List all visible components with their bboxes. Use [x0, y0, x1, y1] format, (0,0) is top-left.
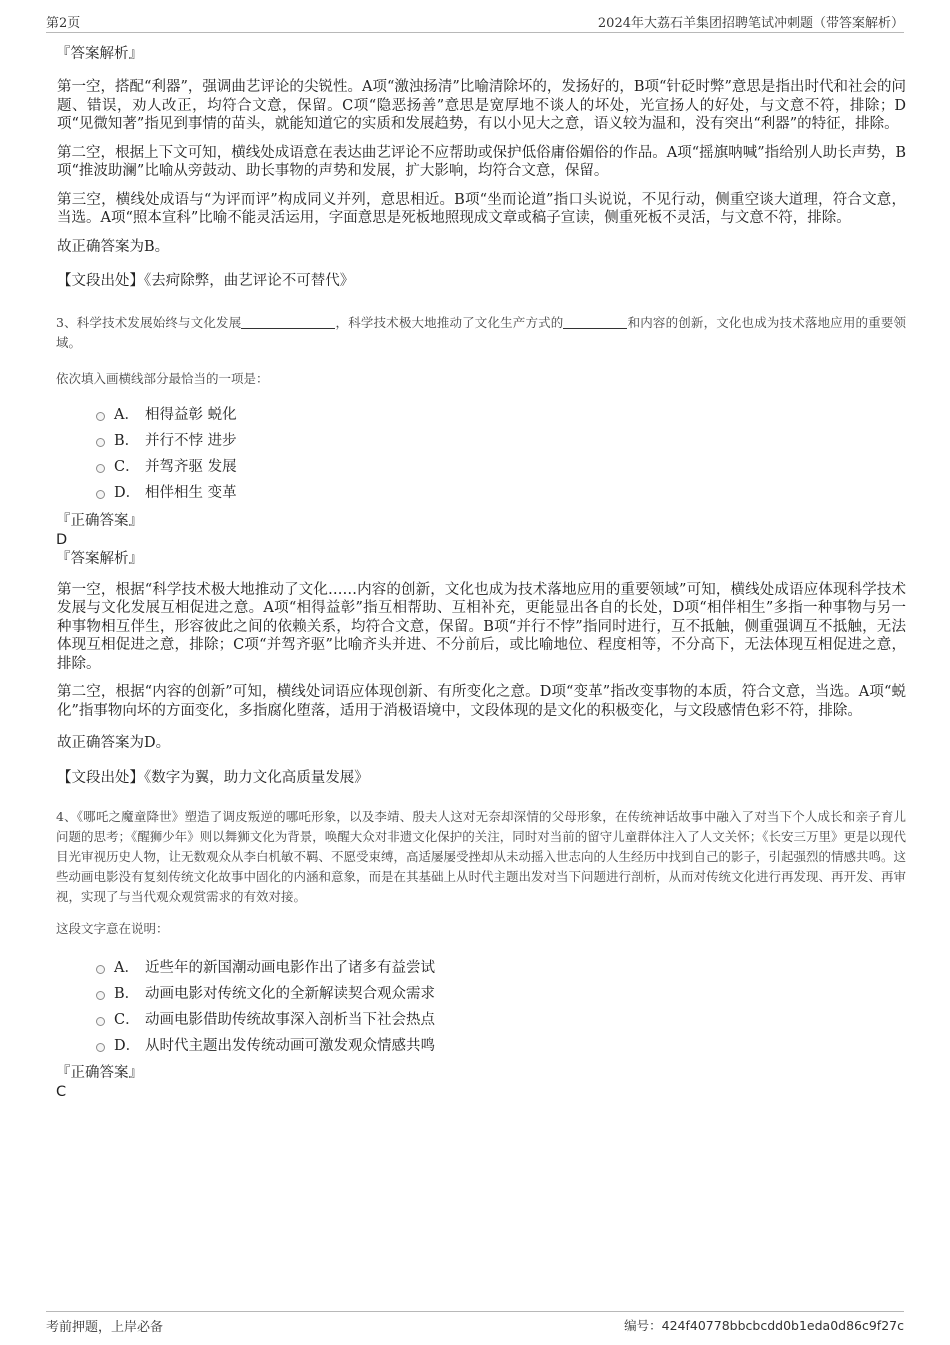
q3-option-b[interactable] [96, 427, 906, 453]
radio-icon[interactable] [96, 412, 105, 421]
q3-option-d[interactable] [96, 479, 906, 505]
option-letter: A． [114, 959, 139, 976]
q3-option-c[interactable] [96, 453, 906, 479]
q4-option-b[interactable] [96, 979, 906, 1005]
q4-option-a[interactable] [96, 953, 906, 979]
q4-answer: C [56, 1084, 67, 1100]
page-footer [46, 1311, 904, 1335]
option-text: 动画电影借助传统故事深入剖析当下社会热点 [145, 1011, 435, 1028]
q3-stem-part1: 3、科学技术发展始终与文化发展 [56, 314, 242, 330]
q2-source: 【文段出处】《去疴除弊，曲艺评论不可替代》 [57, 273, 355, 289]
radio-icon[interactable] [96, 965, 105, 974]
q3-stem [56, 313, 906, 353]
q2-analysis-p3: 第三空，横线处成语与“为评而评”构成同义并列，意思相近。B项“坐而论道”指口头说说，不见行动，侧重空谈大道理，符合文意，当选。A项“照本宣科”比喻不能灵活运用，字面意思是死板地照现成文章或稿子宣读，侧重死板不灵活，与文意不符，排除。 [57, 191, 906, 226]
option-text: 动画电影对传统文化的全新解读契合观众需求 [145, 985, 435, 1002]
q4-options [96, 953, 906, 1057]
q3-option-a[interactable] [96, 401, 906, 427]
q2-analysis-p1: 第一空，搭配“利器”，强调曲艺评论的尖锐性。A项“激浊扬清”比喻清除坏的，发扬好的，B项“针砭时弊”意思是指出时代和社会的问题、错误，劝人改正，均符合文意，保留。C项“隐恶扬善”意思是宽厚地不谈人的坏处，光宣扬人的好处，与文意不符，排除；D项“见微知著”指见到事情的苗头，就能知道它的实质和发展趋势，有以小见大之意，语义较为温和，没有突出“利器”的特征，排除。 [57, 79, 906, 132]
q3-source: 【文段出处】《数字为翼，助力文化高质量发展》 [57, 769, 369, 786]
q4-stem: 4、《哪吒之魔童降世》塑造了调皮叛逆的哪吒形象，以及李靖、殷夫人这对无奈却深情的父母形象，在传统神话故事中融入了对当下个人成长和亲子育儿问题的思考；《醒狮少年》则以舞狮文化为背景，唤醒大众对非遗文化保护的关注，同时对当前的留守儿童群体注入了人文关怀；《长安三万里》更是以现代目光审视历史人物，让无数观众从李白机敏不羁、不愿受束缚，高适屡屡受挫却从未动摇入世志向的人生经历中找到自己的影子，引起强烈的情感共鸣。这些动画电影没有复刻传统文化故事中固化的内涵和意象，而是在其基础上从时代主题出发对当下问题进行剖析，从而对传统文化进行再发现、再开发、再审视，实现了与当代观众观赏需求的有效对接。 [56, 809, 907, 904]
document-code: 编号：424f40778bbcbcdd0b1eda0d86c9f27c [624, 1318, 904, 1333]
q3-answer-label: 『正确答案』 [56, 512, 143, 529]
footer-slogan: 考前押题，上岸必备 [46, 1320, 164, 1335]
q3-prompt: 依次填入画横线部分最恰当的一项是： [56, 370, 269, 386]
q3-analysis-label: 『答案解析』 [56, 550, 143, 567]
option-text: 近些年的新国潮动画电影作出了诸多有益尝试 [145, 959, 435, 976]
option-letter: C． [114, 1011, 140, 1028]
option-text: 相伴相生 变革 [145, 485, 237, 501]
q3-analysis-p2: 第二空，根据“内容的创新”可知，横线处词语应体现创新、有所变化之意。D项“变革”指改变事物的本质，符合文意，当选。A项“蜕化”指事物向坏的方面变化，多指腐化堕落，适用于消极语境中，文段体现的是文化的积极变化，与文段感情色彩不符，排除。 [57, 684, 906, 719]
document-title: 2024年大荔石羊集团招聘笔试冲刺题（带答案解析） [597, 16, 904, 31]
option-text: 并驾齐驱 发展 [145, 459, 237, 475]
q3-stem-part3: 和内容的创新，文化也成为技术落地应用的重要领域。 [56, 314, 906, 350]
q3-conclusion: 故正确答案为D。 [57, 735, 171, 751]
page-header [46, 12, 904, 33]
q4-option-c[interactable] [96, 1005, 906, 1031]
q3-answer: D [56, 531, 68, 548]
option-text: 从时代主题出发传统动画可激发观众情感共鸣 [145, 1037, 435, 1054]
option-letter: B． [114, 985, 140, 1002]
option-letter: C． [114, 459, 140, 475]
radio-icon[interactable] [96, 1043, 105, 1052]
radio-icon[interactable] [96, 464, 105, 473]
q3-stem-part2: ，科学技术极大地推动了文化生产方式的 [335, 314, 564, 330]
radio-icon[interactable] [96, 1017, 105, 1026]
option-letter: B． [114, 433, 140, 449]
page-number: 第2页 [46, 16, 81, 31]
q4-prompt: 这段文字意在说明： [56, 921, 169, 936]
radio-icon[interactable] [96, 438, 105, 447]
q4-option-d[interactable] [96, 1031, 906, 1057]
q4-answer-label: 『正确答案』 [56, 1065, 143, 1081]
q3-blank-2 [563, 314, 627, 329]
q2-conclusion: 故正确答案为B。 [57, 238, 170, 255]
q3-analysis-p1: 第一空，根据“科学技术极大地推动了文化……内容的创新，文化也成为技术落地应用的重要领域”可知，横线处成语应体现科学技术发展与文化发展互相促进之意。A项“相得益彰”指互相帮助、互相补充，更能显出各自的长处，D项“相伴相生”多指一种事物与另一种事物相互伴生，形容彼此之间的依赖关系，均符合文意，保留。B项“并行不悖”指同时进行，互不抵触，侧重强调互不抵触，无法体现互相促进之意，排除；C项“并驾齐驱”比喻齐头并进、不分前后，或比喻地位、程度相等，不分高下，无法体现互相促进之意，排除。 [57, 581, 906, 672]
option-letter: A． [114, 407, 139, 423]
option-text: 相得益彰 蜕化 [145, 407, 237, 423]
option-letter: D． [114, 485, 141, 501]
q2-analysis-p2: 第二空，根据上下文可知，横线处成语意在表达曲艺评论不应帮助或保护低俗庸俗媚俗的作品。A项“摇旗呐喊”指给别人助长声势，B项“推波助澜”比喻从旁鼓动、助长事物的声势和发展，扩大影响，均符合文意，保留。 [57, 144, 906, 179]
option-text: 并行不悖 进步 [145, 433, 237, 449]
q2-analysis-label: 『答案解析』 [56, 46, 143, 62]
q3-blank-1 [241, 314, 335, 329]
radio-icon[interactable] [96, 490, 105, 499]
q3-options [96, 401, 906, 505]
page-content [56, 44, 906, 1101]
radio-icon[interactable] [96, 991, 105, 1000]
option-letter: D． [114, 1037, 141, 1054]
